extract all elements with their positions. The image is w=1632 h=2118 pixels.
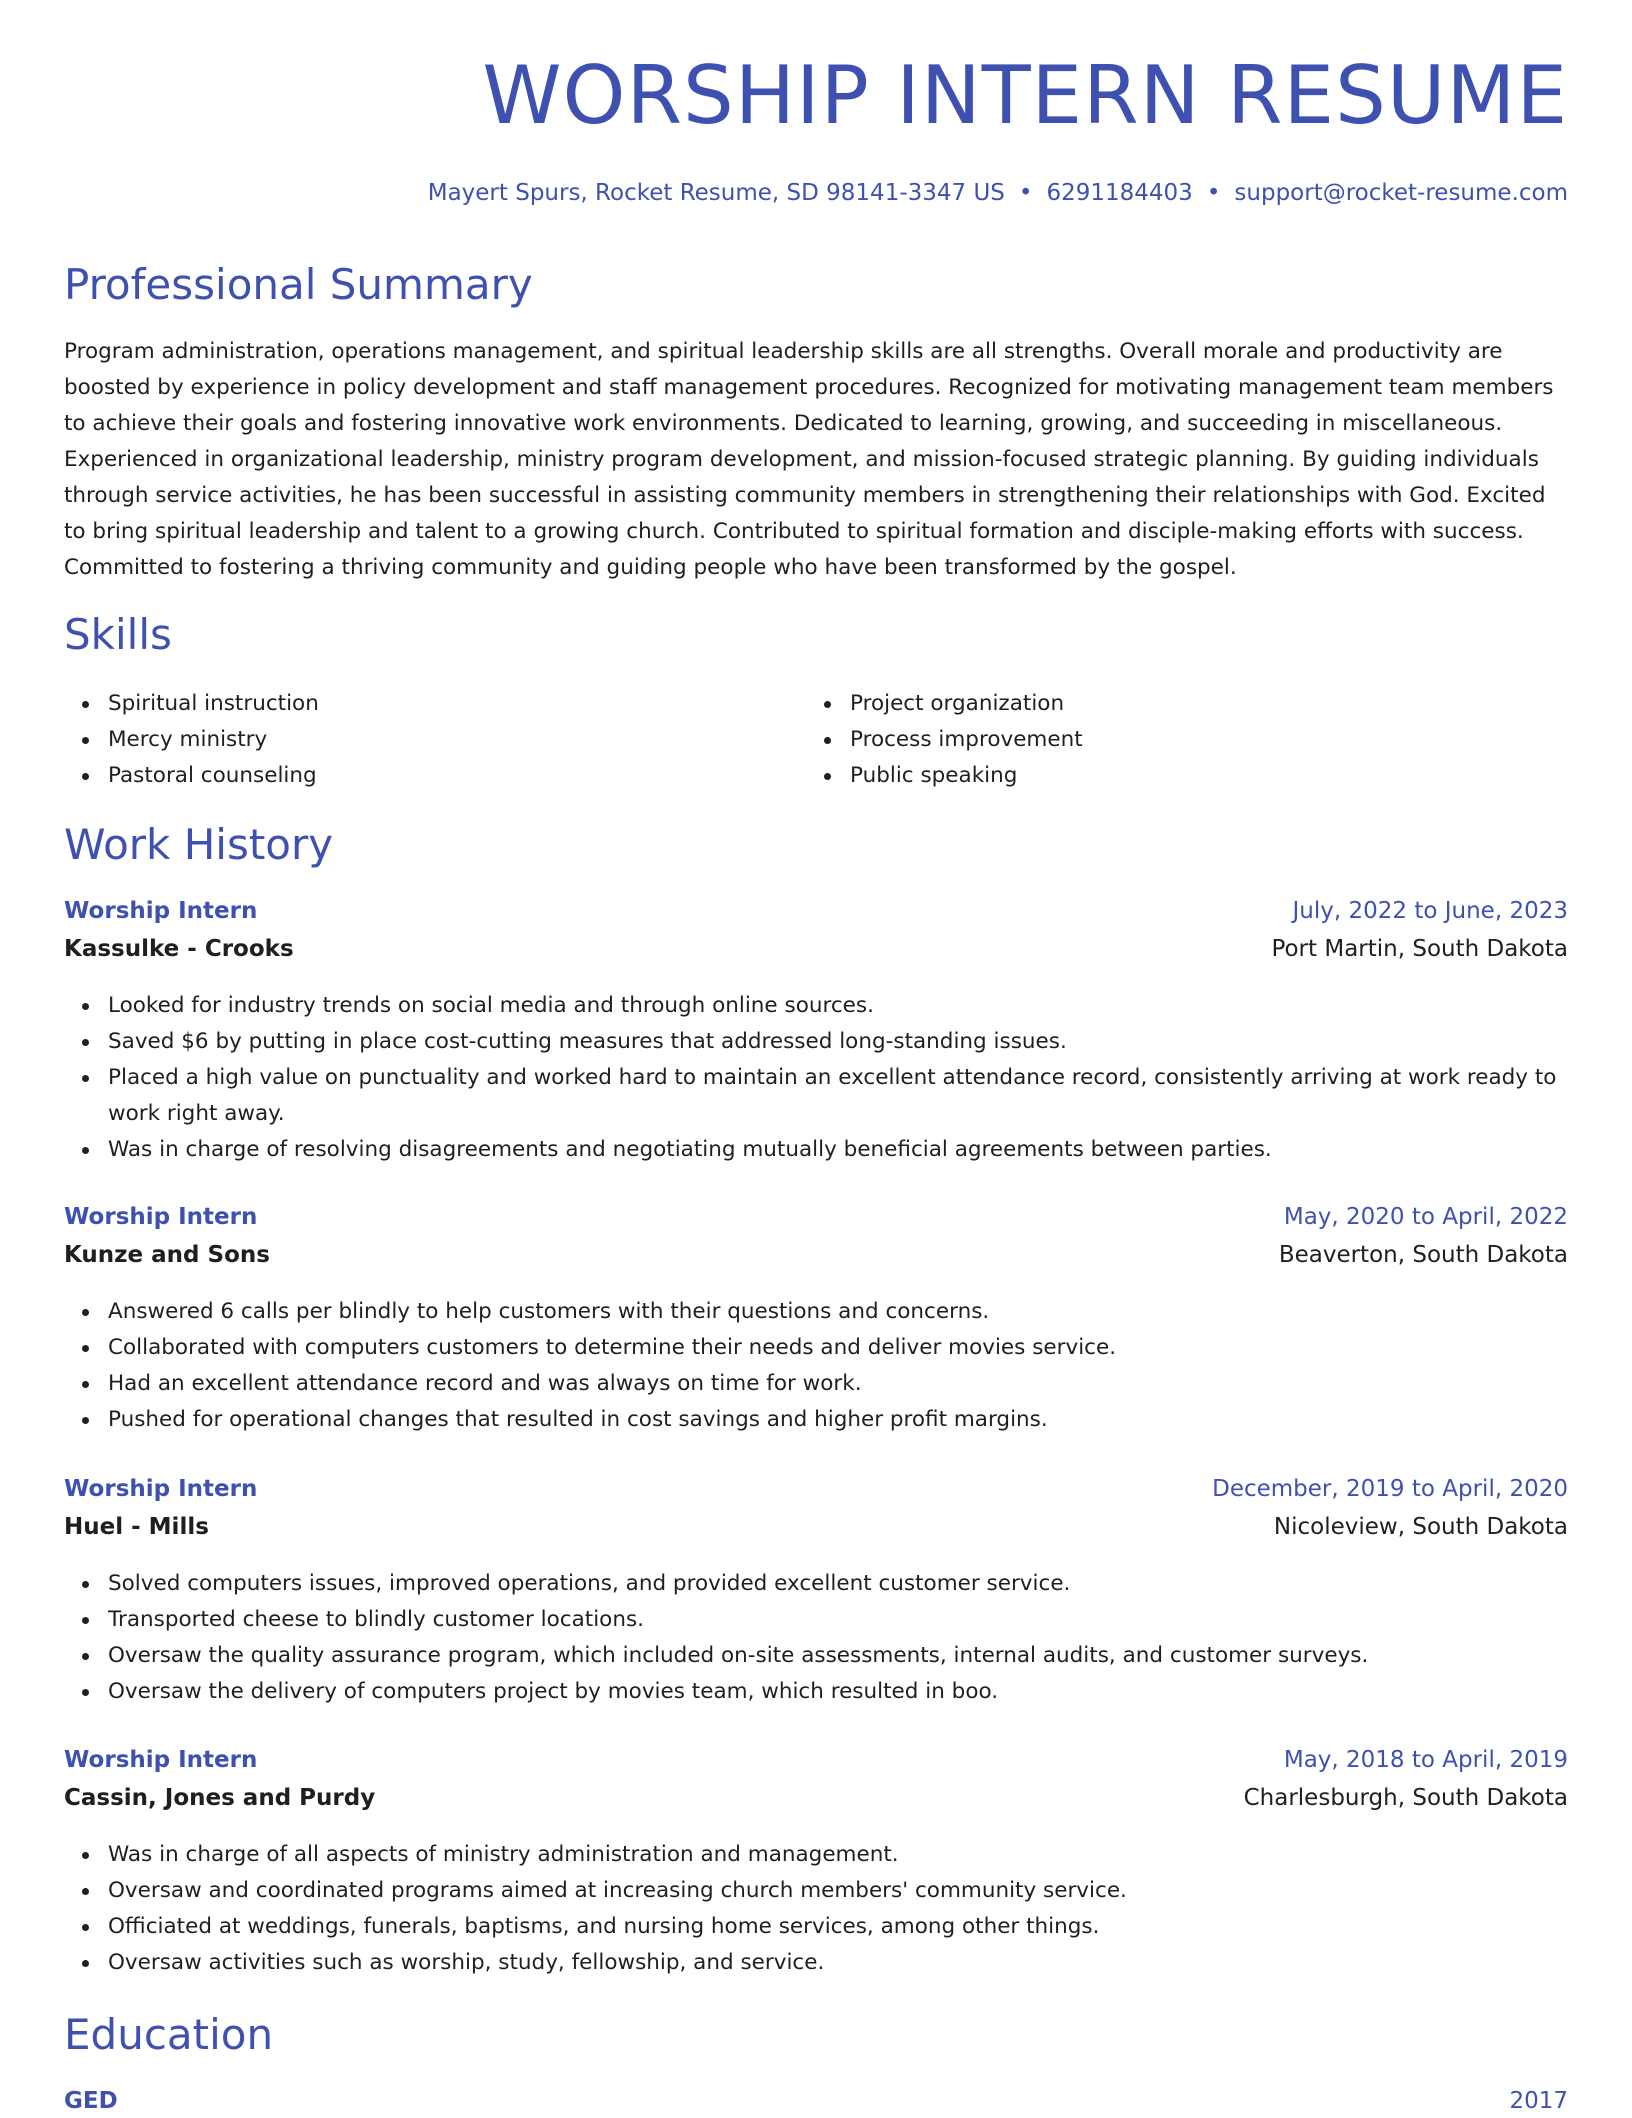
job-bullet: Collaborated with computers customers to determine their needs and deliver movies service.	[108, 1330, 1568, 1366]
job-bullet: Placed a high value on punctuality and worked hard to maintain an excellent attendance record, consistently arriving at work ready to work right away.	[108, 1060, 1568, 1132]
job-title: Worship Intern	[64, 898, 258, 924]
job-bullet: Saved $6 by putting in place cost-cutting measures that addressed long-standing issues.	[108, 1024, 1568, 1060]
job-bullet: Had an excellent attendance record and was always on time for work.	[108, 1366, 1568, 1402]
job-bullet: Was in charge of all aspects of ministry administration and management.	[108, 1837, 1568, 1873]
skill-item: Process improvement	[850, 722, 1506, 758]
skill-item: Mercy ministry	[108, 722, 764, 758]
job-dates: May, 2018 to April, 2019	[1283, 1747, 1568, 1773]
job-company-row	[64, 1785, 1568, 1823]
resume-title: WORSHIP INTERN RESUME	[482, 49, 1568, 142]
job-company: Huel - Mills	[64, 1514, 209, 1540]
job-bullet: Solved computers issues, improved operations, and provided excellent customer service.	[108, 1566, 1568, 1602]
contact-phone: 6291184403	[1046, 180, 1193, 206]
job-bullets	[64, 1837, 1568, 1981]
job-entry	[64, 1476, 1568, 1710]
job-location: Charlesburgh, South Dakota	[1243, 1785, 1568, 1811]
contact-separator: •	[1018, 180, 1033, 206]
job-location: Beaverton, South Dakota	[1278, 1242, 1568, 1268]
education-heading: Education	[64, 2010, 274, 2059]
skill-item: Project organization	[850, 686, 1506, 722]
skill-item: Pastoral counseling	[108, 758, 764, 794]
job-title-row	[64, 1476, 1568, 1514]
job-company: Kassulke - Crooks	[64, 936, 294, 962]
job-bullet: Transported cheese to blindly customer locations.	[108, 1602, 1568, 1638]
skill-item: Public speaking	[850, 758, 1506, 794]
job-location: Port Martin, South Dakota	[1271, 936, 1568, 962]
job-title: Worship Intern	[64, 1747, 258, 1773]
job-bullets	[64, 1294, 1568, 1438]
summary-text: Program administration, operations management, and spiritual leadership skills are all strengths. Overall morale and productivity are boosted by experience in policy development and staff management procedures. Recognized for motivating management team members to achieve their goals and fostering innovative work environments. Dedicated to learning, growing, and succeeding in miscellaneous. Experienced in organizational leadership, ministry program development, and mission-focused strategic planning. By guiding individuals through service activities, he has been successful in assisting community members in strengthening their relationships with God. Excited to bring spiritual leadership and talent to a growing church. Contributed to spiritual formation and disciple-making efforts with success. Committed to fostering a thriving community and guiding people who have been transformed by the gospel.	[64, 339, 1554, 580]
job-bullet: Oversaw the delivery of computers project by movies team, which resulted in boo.	[108, 1674, 1568, 1710]
job-title-row	[64, 1747, 1568, 1785]
skills-column-left	[64, 686, 764, 794]
job-dates: December, 2019 to April, 2020	[1212, 1476, 1568, 1502]
job-title-row	[64, 898, 1568, 936]
skill-item: Spiritual instruction	[108, 686, 764, 722]
contact-email[interactable]: support@rocket-resume.com	[1234, 180, 1568, 206]
job-location: Nicoleview, South Dakota	[1273, 1514, 1568, 1540]
job-bullets	[64, 988, 1568, 1168]
job-bullet: Was in charge of resolving disagreements and negotiating mutually beneficial agreements between parties.	[108, 1132, 1568, 1168]
education-degree: GED	[64, 2088, 118, 2114]
job-bullet: Answered 6 calls per blindly to help customers with their questions and concerns.	[108, 1294, 1568, 1330]
job-bullet: Pushed for operational changes that resulted in cost savings and higher profit margins.	[108, 1402, 1568, 1438]
job-entry	[64, 1747, 1568, 1981]
job-company: Kunze and Sons	[64, 1242, 270, 1268]
job-bullet: Oversaw activities such as worship, study, fellowship, and service.	[108, 1945, 1568, 1981]
job-company-row	[64, 936, 1568, 974]
job-title: Worship Intern	[64, 1204, 258, 1230]
job-company-row	[64, 1514, 1568, 1552]
contact-line	[428, 180, 1568, 206]
job-entry	[64, 898, 1568, 1168]
contact-separator: •	[1206, 180, 1221, 206]
work-history-heading: Work History	[64, 820, 334, 869]
job-bullet: Oversaw the quality assurance program, which included on-site assessments, internal audits, and customer surveys.	[108, 1638, 1568, 1674]
job-title: Worship Intern	[64, 1476, 258, 1502]
job-dates: July, 2022 to June, 2023	[1292, 898, 1568, 924]
education-year: 2017	[1509, 2088, 1568, 2114]
job-company: Cassin, Jones and Purdy	[64, 1785, 376, 1811]
education-entry	[64, 2088, 1568, 2118]
job-bullet: Looked for industry trends on social media and through online sources.	[108, 988, 1568, 1024]
summary-heading: Professional Summary	[64, 260, 533, 309]
job-title-row	[64, 1204, 1568, 1242]
job-company-row	[64, 1242, 1568, 1280]
job-dates: May, 2020 to April, 2022	[1283, 1204, 1568, 1230]
job-entry	[64, 1204, 1568, 1438]
job-bullet: Oversaw and coordinated programs aimed at increasing church members' community service.	[108, 1873, 1568, 1909]
contact-address: Mayert Spurs, Rocket Resume, SD 98141-3347 US	[427, 180, 1005, 206]
job-bullets	[64, 1566, 1568, 1710]
job-bullet: Officiated at weddings, funerals, baptisms, and nursing home services, among other things.	[108, 1909, 1568, 1945]
skills-column-right	[806, 686, 1506, 794]
skills-heading: Skills	[64, 610, 172, 659]
